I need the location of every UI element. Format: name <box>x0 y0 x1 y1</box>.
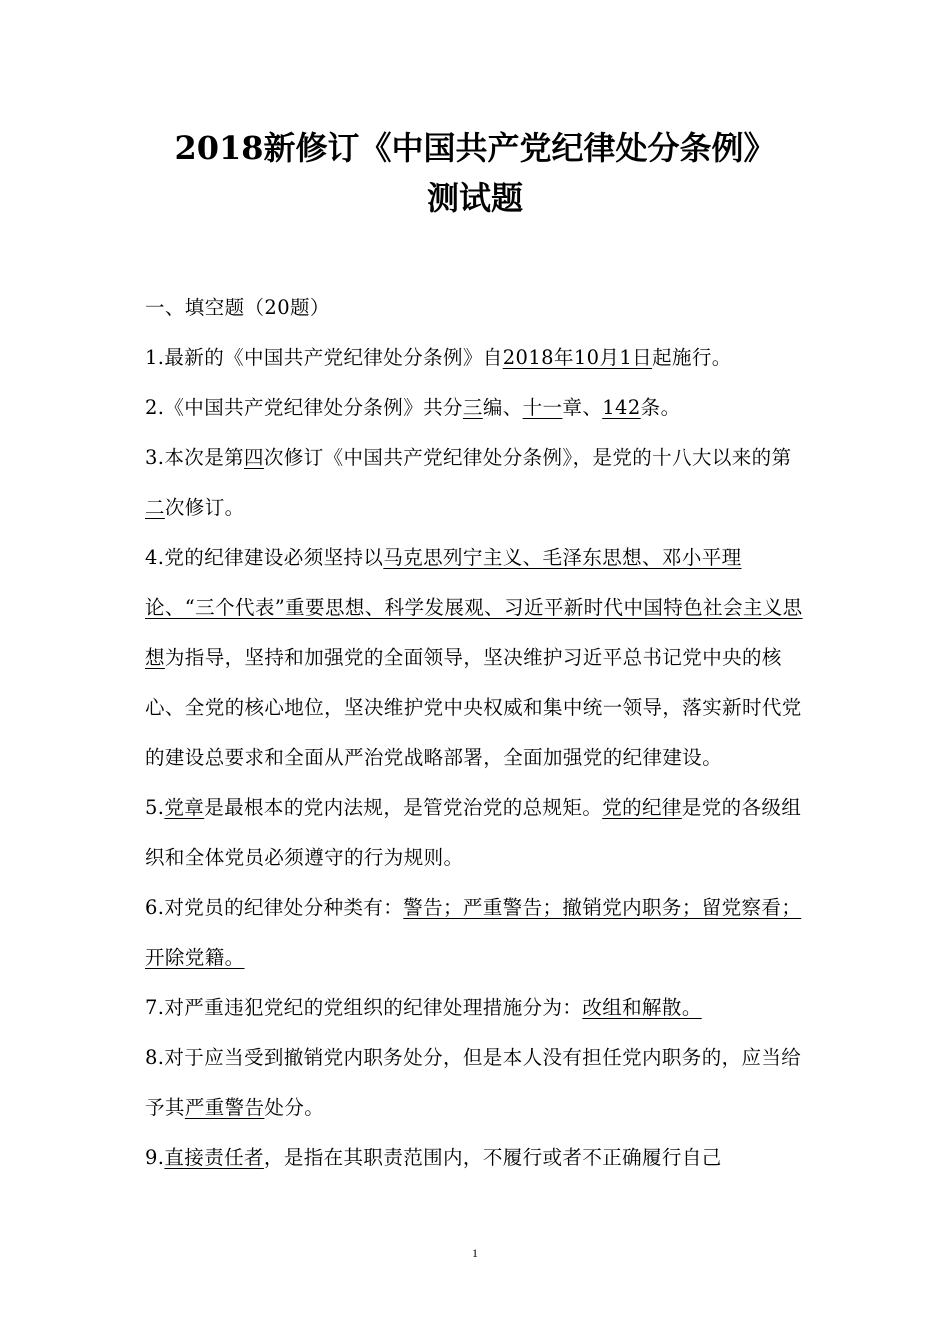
q2-text-3: 章、 <box>562 396 603 419</box>
q9-text-end: ，是指在其职责范围内，不履行或者不正确履行自己 <box>263 1146 722 1169</box>
question-9 <box>145 1133 809 1183</box>
document-title-line2: 测试题 <box>426 179 523 217</box>
q5-text-end: 是党的各级组织和全体党员必须遵守的行为规则。 <box>145 796 802 869</box>
q4-text-end: 为指导，坚持和加强党的全面领导，坚决维护习近平总书记党中央的核心、全党的核心地位，坚决维护党中央权威和集中统一领导，落实新时代党的建设总要求和全面从严治党战略部署，全面加强党的纪律建设。 <box>145 646 802 769</box>
question-7 <box>145 983 809 1033</box>
question-6 <box>145 883 809 983</box>
question-2 <box>145 383 809 433</box>
q2-text-end: 条。 <box>640 396 681 419</box>
q2-answer-1: 三 <box>462 396 483 419</box>
page-number: 1 <box>472 1246 478 1260</box>
q1-text: 1.最新的《中国共产党纪律处分条例》自 <box>145 346 503 369</box>
q7-answer: 改组和解散。 <box>582 996 702 1019</box>
q3-text-2: 次修订《中国共产党纪律处分条例》，是党的十八大以来的第 <box>263 446 792 469</box>
q8-answer: 严重警告 <box>184 1096 265 1119</box>
q5-answer-1: 党章 <box>164 796 205 819</box>
q3-text: 3.本次是第 <box>145 446 245 469</box>
q4-answer: 马克思列宁主义、毛泽东思想、邓小平理论、“三个代表”重要思想、科学发展观、习近平新时代中国特色社会主义思想 <box>145 546 803 669</box>
q2-answer-3: 142 <box>602 396 641 419</box>
q4-text: 4.党的纪律建设必须坚持以 <box>145 546 384 569</box>
q5-answer-2: 党的纪律 <box>602 796 682 819</box>
q7-text: 7.对严重违犯党纪的党组织的纪律处理措施分为： <box>145 996 583 1019</box>
q6-answer: 警告；严重警告；撤销党内职务；留党察看；开除党籍。 <box>145 896 802 969</box>
q1-answer: 2018年10月1日 <box>502 346 653 369</box>
q3-answer-2: 二 <box>145 496 165 519</box>
q9-text: 9. <box>145 1146 165 1169</box>
q5-text: 5. <box>145 796 165 819</box>
q8-text-end: 处分。 <box>264 1096 325 1119</box>
question-5 <box>145 783 809 883</box>
q6-text: 6.对党员的纪律处分种类有： <box>145 896 404 919</box>
question-1 <box>145 333 809 383</box>
question-4 <box>145 533 809 783</box>
document-body <box>145 283 809 1183</box>
q2-text: 2.《中国共产党纪律处分条例》共分 <box>145 396 463 419</box>
section-heading: 一、填空题（20题） <box>145 296 330 319</box>
q3-answer-1: 四 <box>244 446 264 469</box>
q2-answer-2: 十一 <box>522 396 563 419</box>
q9-answer: 直接责任者 <box>164 1146 264 1169</box>
q3-text-end: 次修订。 <box>164 496 245 519</box>
document-title-line1: 2018新修订《中国共产党纪律处分条例》 <box>174 129 776 167</box>
question-8 <box>145 1033 809 1133</box>
q1-text-end: 起施行。 <box>652 346 732 369</box>
question-3 <box>145 433 809 533</box>
q5-text-2: 是最根本的党内法规，是管党治党的总规矩。 <box>204 796 603 819</box>
q2-text-2: 编、 <box>482 396 523 419</box>
q8-text: 8.对于应当受到撤销党内职务处分，但是本人没有担任党内职务的，应当给予其 <box>145 1046 802 1119</box>
